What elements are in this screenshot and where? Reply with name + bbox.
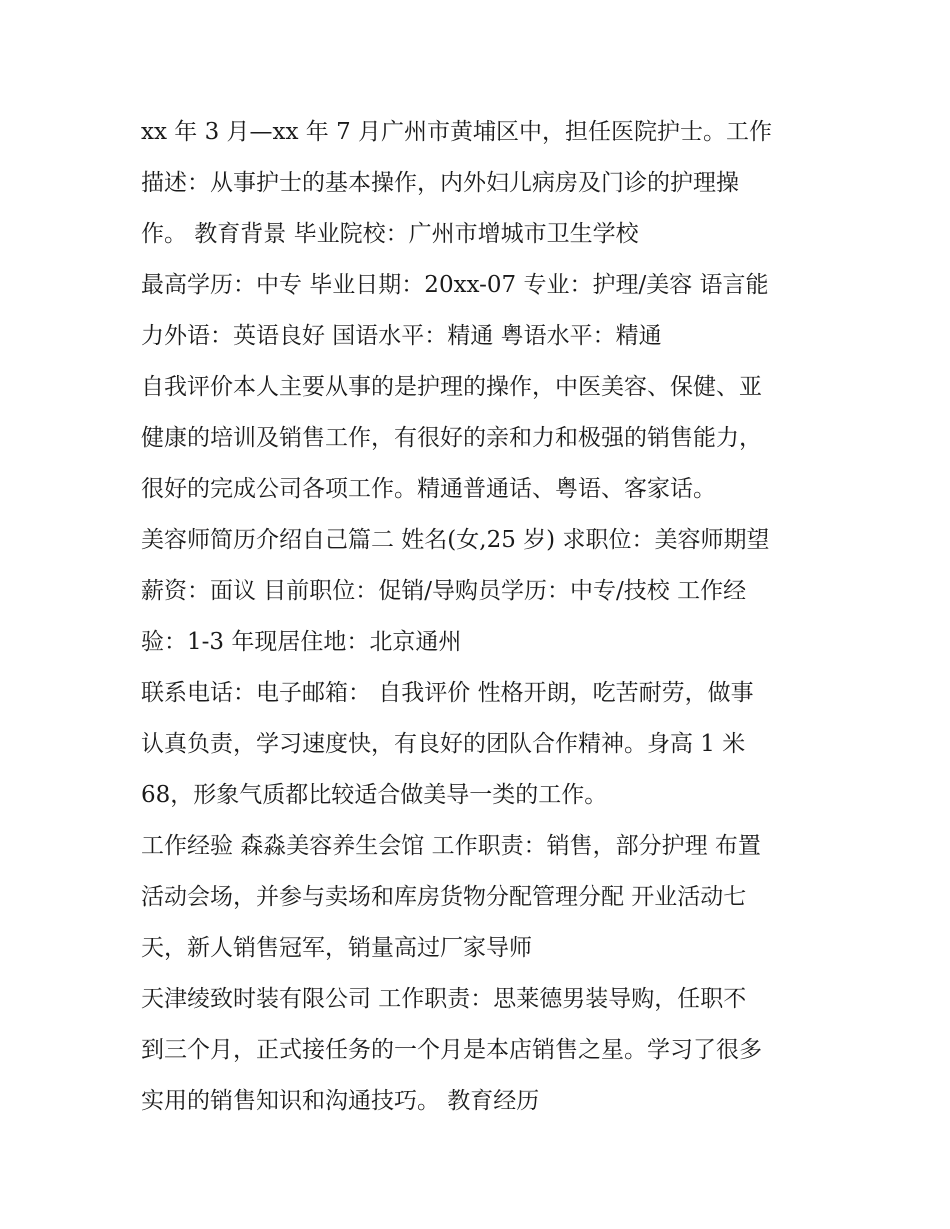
text-line: 实用的销售知识和沟通技巧。 教育经历 xyxy=(141,1088,540,1114)
text-line: xx 年 3 月—xx 年 7 月广州市黄埔区中，担任医院护士。工作 xyxy=(141,119,773,145)
text-line: 自我评价本人主要从事的是护理的操作，中医美容、保健、亚 xyxy=(141,374,762,400)
text-line: 薪资：面议 目前职位：促销/导购员学历：中专/技校 工作经 xyxy=(141,578,747,604)
text-line: 天，新人销售冠军，销量高过厂家导师 xyxy=(141,935,532,961)
text-line: 认真负责，学习速度快，有良好的团队合作精神。身高 1 米 xyxy=(141,731,746,757)
text-line: 天津绫致时装有限公司 工作职责：思莱德男装导购，任职不 xyxy=(141,986,747,1012)
text-line: 作。 教育背景 毕业院校：广州市增城市卫生学校 xyxy=(141,221,639,247)
text-line: 健康的培训及销售工作，有很好的亲和力和极强的销售能力， xyxy=(141,425,762,451)
text-line: 验：1-3 年现居住地：北京通州 xyxy=(141,629,462,655)
text-line: 力外语：英语良好 国语水平：精通 粤语水平：精通 xyxy=(141,323,662,349)
text-line: 最高学历：中专 毕业日期：20xx-07 专业：护理/美容 语言能 xyxy=(141,272,769,298)
text-line: 68，形象气质都比较适合做美导一类的工作。 xyxy=(141,782,608,808)
text-line: 描述：从事护士的基本操作，内外妇儿病房及门诊的护理操 xyxy=(141,170,739,196)
text-line: 很好的完成公司各项工作。精通普通话、粤语、客家话。 xyxy=(141,476,716,502)
text-line: 联系电话：电子邮箱： 自我评价 性格开朗，吃苦耐劳，做事 xyxy=(141,680,754,706)
text-line: 工作经验 森淼美容养生会馆 工作职责：销售，部分护理 布置 xyxy=(141,833,761,859)
text-line: 到三个月，正式接任务的一个月是本店销售之星。学习了很多 xyxy=(141,1037,762,1063)
text-line: 活动会场，并参与卖场和库房货物分配管理分配 开业活动七 xyxy=(141,884,747,910)
document-body xyxy=(141,107,821,1127)
text-line: 美容师简历介绍自己篇二 姓名(女,25 岁) 求职位：美容师期望 xyxy=(141,527,770,553)
